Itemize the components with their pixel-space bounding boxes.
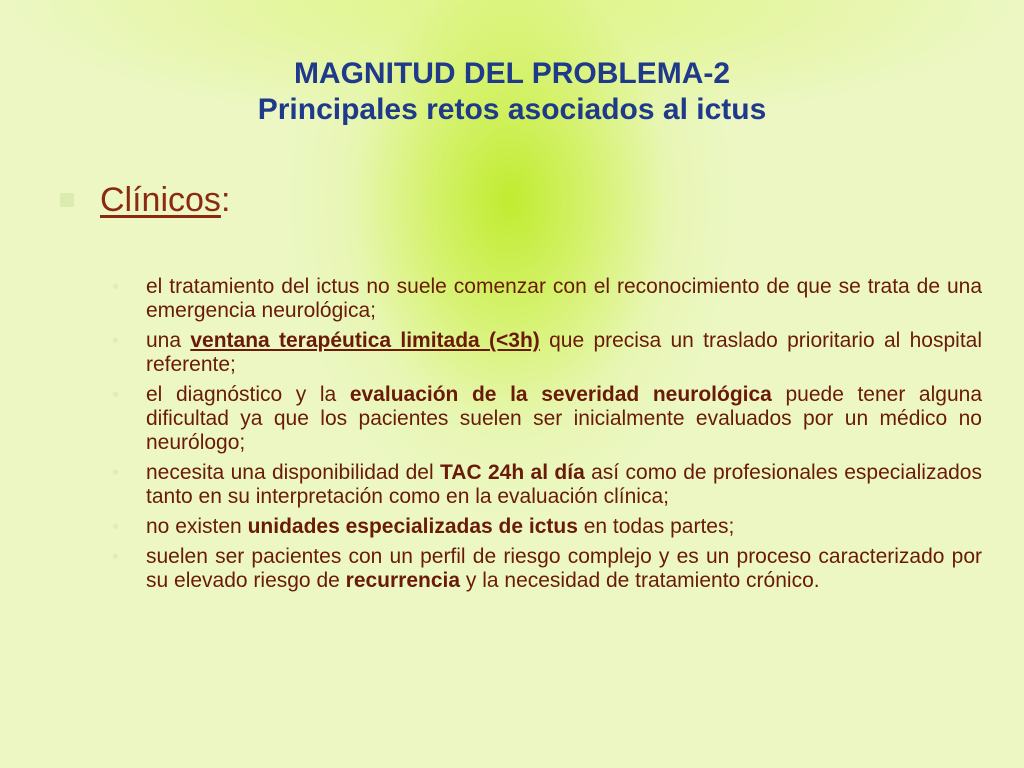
slide-title (0, 56, 1024, 128)
bullet-dot-icon: • (112, 384, 120, 406)
bullet-text: así como de profesionales especializados tanto en su interpretación como en la evaluación clínica; (146, 461, 982, 508)
bullet-text: no existen (146, 515, 248, 538)
bullet-text: suelen ser pacientes con un perfil de riesgo complejo y es un proceso caracterizado por su elevado riesgo de (146, 545, 982, 592)
title-line-1: MAGNITUD DEL PROBLEMA-2 (293, 57, 731, 90)
bullet-text: una (146, 329, 191, 352)
bullet-dot-icon: • (112, 516, 120, 538)
section-clinicos (60, 180, 230, 220)
bullet-emphasis: TAC 24h al día (440, 461, 585, 484)
bullet-emphasis: evaluación de la severidad neurológica (349, 383, 772, 406)
list-item (108, 515, 982, 539)
bullet-text: el diagnóstico y la (146, 383, 350, 406)
list-item (108, 275, 982, 323)
section-heading-colon: : (220, 181, 231, 219)
title-line-2: Principales retos asociados al ictus (257, 93, 767, 126)
bullet-dot-icon: • (112, 546, 120, 568)
list-item (108, 545, 982, 593)
bullet-text: puede tener alguna dificultad ya que los pacientes suelen ser inicialmente evaluados por un médico no neurólogo; (146, 383, 982, 454)
bullet-text: necesita una disponibilidad del (146, 461, 441, 484)
bullet-text: que precisa un traslado prioritario al hospital referente; (146, 329, 982, 376)
list-item (108, 329, 982, 377)
bullet-list (108, 275, 982, 599)
bullet-text: y la necesidad de tratamiento crónico. (460, 569, 820, 592)
section-heading (100, 180, 230, 220)
bullet-emphasis: ventana terapéutica limitada (<3h) (190, 329, 540, 352)
bullet-emphasis: recurrencia (345, 569, 461, 592)
bullet-dot-icon: • (112, 276, 120, 298)
section-heading-text: Clínicos (100, 181, 221, 219)
list-item (108, 461, 982, 509)
bullet-dot-icon: • (112, 462, 120, 484)
bullet-dot-icon: • (112, 330, 120, 352)
bullet-text: en todas partes; (577, 515, 735, 538)
bullet-text: el tratamiento del ictus no suele comenzar con el reconocimiento de que se trata de una emergencia neurológica; (146, 275, 982, 322)
list-item (108, 383, 982, 455)
square-bullet-icon (60, 193, 74, 207)
bullet-emphasis: unidades especializadas de ictus (247, 515, 578, 538)
